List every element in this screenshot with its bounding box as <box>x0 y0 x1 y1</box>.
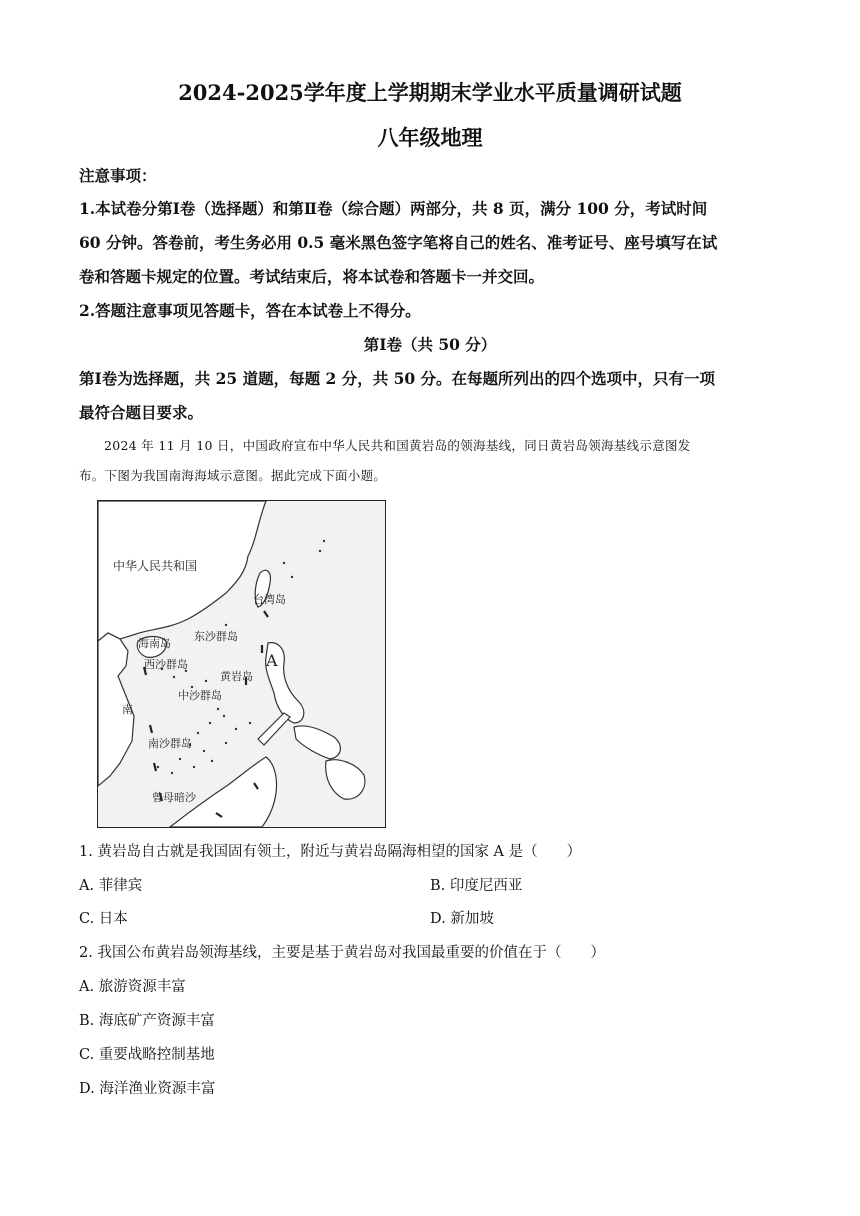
exam-title: 2024-2025学年度上学期期末学业水平质量调研试题 <box>178 80 682 105</box>
map-label-nansha: 南沙群岛 <box>148 737 192 750</box>
question-1-option-a: A. 菲律宾 <box>79 878 143 894</box>
map-label-zengmu: 曾母暗沙 <box>152 791 196 804</box>
question-2-stem: 2. 我国公布黄岩岛领海基线，主要是基于黄岩岛对我国最重要的价值在于（ ） <box>79 945 605 961</box>
south-china-sea-map <box>97 500 386 828</box>
section-title: 第Ⅰ卷（共 50 分） <box>363 335 497 354</box>
map-label-a: A <box>266 651 278 670</box>
map-label-fragment: 南 <box>122 703 133 716</box>
question-1-option-c: C. 日本 <box>79 911 128 927</box>
map-label-china: 中华人民共和国 <box>113 559 198 573</box>
question-1-stem: 1. 黄岩岛自古就是我国固有领土，附近与黄岩岛隔海相望的国家 A 是（ ） <box>79 844 582 860</box>
notice-item-1-line-3: 卷和答题卡规定的位置。考试结束后，将本试卷和答题卡一并交回。 <box>79 267 545 286</box>
map-label-xisha: 西沙群岛 <box>144 658 188 671</box>
question-1-option-d: D. 新加坡 <box>430 911 494 927</box>
map-label-hainan: 海南岛 <box>138 637 171 650</box>
question-1-option-b: B. 印度尼西亚 <box>430 878 523 894</box>
question-2-option-c: C. 重要战略控制基地 <box>79 1047 215 1063</box>
question-2-option-a: A. 旅游资源丰富 <box>79 979 186 995</box>
exam-subtitle: 八年级地理 <box>377 125 483 150</box>
notice-item-1-line-1: 1.本试卷分第Ⅰ卷（选择题）和第Ⅱ卷（综合题）两部分，共 8 页，满分 100 分，考试时间 <box>79 199 708 218</box>
notice-heading: 注意事项： <box>79 166 157 185</box>
map-label-huangyan: 黄岩岛 <box>220 670 253 683</box>
passage-line-2: 布。下图为我国南海海域示意图。据此完成下面小题。 <box>79 468 387 483</box>
map-label-zhongsha: 中沙群岛 <box>178 689 222 702</box>
notice-item-2: 2.答题注意事项见答题卡，答在本试卷上不得分。 <box>79 301 421 320</box>
notice-item-1-line-2: 60 分钟。答卷前，考生务必用 0.5 毫米黑色签字笔将自己的姓名、准考证号、座号填写在试 <box>79 233 718 252</box>
map-drawing <box>98 501 385 827</box>
map-label-dongsha: 东沙群岛 <box>194 630 238 643</box>
section-desc-line-1: 第Ⅰ卷为选择题，共 25 道题，每题 2 分，共 50 分。在每题所列出的四个选项中，只有一项 <box>79 369 716 388</box>
map-label-taiwan: 台湾岛 <box>253 593 286 606</box>
section-desc-line-2: 最符合题目要求。 <box>79 403 204 422</box>
passage-line-1: 2024 年 11 月 10 日，中国政府宣布中华人民共和国黄岩岛的领海基线，同日黄岩岛领海基线示意图发 <box>104 438 691 453</box>
question-2-option-d: D. 海洋渔业资源丰富 <box>79 1081 216 1097</box>
question-2-option-b: B. 海底矿产资源丰富 <box>79 1013 215 1029</box>
